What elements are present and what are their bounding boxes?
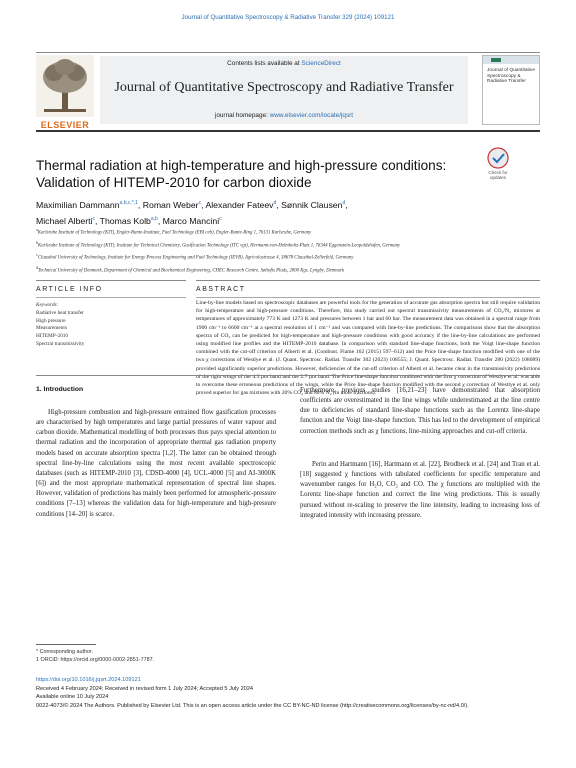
journal-homepage: journal homepage: www.elsevier.com/locate/jqsrt (214, 112, 354, 119)
affiliation (36, 239, 540, 252)
author-separator: , (95, 216, 100, 227)
received-dates: Received 4 February 2024; Received in revised form 1 July 2024; Accepted 5 July 2024 (36, 685, 254, 692)
author-name[interactable]: Marco Mancini (162, 216, 220, 227)
abstract-heading: ABSTRACT (196, 286, 246, 293)
abstract-end-rule (36, 375, 540, 376)
footnote-orcid[interactable]: 1 ORCiD: https://orcid.org/0000-0002-2851-7787. (36, 657, 155, 664)
keywords-label: Keywords: (36, 302, 59, 308)
keyword: Measurements (36, 325, 67, 332)
author-separator: , (201, 199, 206, 210)
introduction-paragraph: Perin and Hartmann [16], Hartmann et al. [22], Brodbeck et al. [24] and Tran et al. [18] suggested χ functions with tabulated coefficients for specific temperature and wavenumber ranges for H₂O, CO₂ and CO. The χ functions are multiplied with the Lorentz line-shape function and correct the line wing predictions. This is usually pursued without re-scaling to preserve the line intensity, leading to increasing loss of integrated intensity with increasing pressure. (300, 461, 540, 519)
affiliation-text: Karlsruhe Institute of Technology (KIT), Engler-Bunte-Institute, Fuel Technology (EBI ceb), Engler-Bunte-Ring 1, 76131 Karlsruhe, Germany (37, 230, 312, 236)
author-separator: , (137, 199, 143, 210)
author-list (36, 196, 536, 229)
author-separator: , (345, 199, 348, 210)
author-name[interactable]: Thomas Kolb (99, 216, 151, 227)
author-separator: , (276, 199, 282, 210)
author-affiliation-marker[interactable]: a,b,c,*,1 (119, 200, 138, 206)
contents-line: Contents lists available at ScienceDirect (227, 60, 341, 67)
online-date: Available online 10 July 2024 (36, 694, 109, 701)
introduction-heading: 1. Introduction (36, 386, 84, 393)
paper-title: Thermal radiation at high-temperature and high-pressure conditions: Validation of HITEMP-2010 for carbon dioxide (36, 158, 447, 190)
sciencedirect-link[interactable]: ScienceDirect (301, 60, 341, 67)
author-affiliation-marker[interactable]: c (198, 200, 202, 206)
keyword-list (36, 310, 186, 349)
info-sub-rule (36, 297, 186, 298)
affiliation-marker: c (36, 252, 38, 257)
author-affiliation-marker[interactable]: d (273, 200, 277, 206)
journal-title: Journal of Quantitative Spectroscopy and Radiative Transfer (114, 80, 454, 95)
check-for-updates-icon[interactable] (484, 146, 512, 182)
footnote-rule (36, 644, 96, 645)
keyword: High pressure (36, 317, 66, 324)
abstract-text: Line-by-line models based on spectroscopic databases are powerful tools for the generation of accurate gas absorption spectra but still require validation for high-temperature and high-pressure conditions. Therefore, this study carried out spectral transmissivity measurements of CO₂/N₂ mixtures at temperatures of approximately 773 K and 1273 K and pressures between 1 bar and 60 bar. The measurement data was obtained in a spectral range from 1900 cm⁻¹ to 6600 cm⁻¹ at a spectral resolution of 1 cm⁻¹ and was compared with line-by-line predictions. The comparisons show that the absorption spectra of CO₂ can be predicted for high-temperature and high-pressure conditions with good accuracy if the line-by-line calculations are performed using modified line profiles and the HITEMP-2010 database. In comparison with standard line-shape functions, both the Voigt line-shape function combined with the cut-off criterion of Alberti et al. (Combust. Flame 162 (2015) 597–612) and the Price line-shape function modified with one of the two χ corrections of Westlye et al. (J. Quant. Spectrosc. Radiat. Transfer 302 (2023) 108555; J. Quant. Spectrosc. Radiat. Transfer 280 (2022) 108089) provided significantly superior predictions. However, deficiencies of the cut-off criterion of Alberti et al. became clear in the transmissivity predictions of the right wings of the 4.3 μm band and the 2.7 μm band. The Price line-shape function combined with the first χ correction of Westlye et al. was able to overcome these erroneous predictions of the wings, while the Price line-shape function modified with the second χ correction of Westlye et al. only proved superior for gas mixtures with 20% CO₂ and 80% N₂ (in mole fractions). (196, 300, 540, 397)
affiliation-text: Clausthal University of Technology, Institute for Energy Process Engineering and Fuel Technology (IEVB), Agricolastrasse 4, 38678 Clausthal-Zellerfeld, Germany (37, 255, 354, 261)
author-affiliation-marker[interactable]: a,b (150, 216, 158, 223)
author-affiliation-marker[interactable]: c (219, 216, 222, 223)
abstract-sub-rule (196, 297, 540, 298)
publisher-logo-text: ELSEVIER (40, 120, 90, 130)
publication-info (36, 676, 540, 710)
affiliation-list (36, 226, 540, 276)
author-name[interactable]: Sønnik Clausen (281, 199, 343, 210)
introduction-paragraph: Furthermore, previous studies [16,21–23] have demonstrated that absorption coefficients are overestimated in the line wings while underestimated at the line centre due to deficiencies of standard line-shape functions such as the Lorentz line-shape function and the Voigt line-shape function. This has led to the development of empirical correction methods such as χ functions, line-mixing approaches and cut-off criteria. (300, 387, 540, 435)
svg-text:updates: updates (489, 175, 507, 180)
elsevier-tree-logo (36, 55, 94, 125)
header-top-rule (36, 52, 540, 53)
author-name[interactable]: Roman Weber (142, 199, 199, 210)
keyword: HITEMP-2010 (36, 333, 69, 340)
cover-logo-icon (491, 58, 501, 62)
article-info-heading: ARTICLE INFO (36, 286, 103, 293)
svg-text:Check for: Check for (488, 170, 508, 175)
affiliation (36, 264, 540, 277)
homepage-link[interactable]: www.elsevier.com/locate/jqsrt (269, 112, 354, 119)
affiliation-text: Technical University of Denmark, Department of Chemical and Biochemical Engineering, CHEC Research Centre, Søltofts Plads, 2800 Kgs. Lyngby, Denmark (38, 268, 345, 274)
affiliation-text: Karlsruhe Institute of Technology (KIT), Institute for Technical Chemistry, Gasification Technology (ITC vgt), Hermann-von-Helmholtz-Platz 1, 76344 Eggenstein-Leopoldshafen, Germany (38, 243, 401, 249)
affiliation-marker: b (36, 239, 38, 245)
header-bottom-rule (36, 130, 540, 132)
footnote-corresponding: * Corresponding author. (36, 649, 93, 655)
affiliation (36, 226, 540, 239)
license-text: 0022-4073/© 2024 The Authors. Published by Elsevier Ltd. This is an open access article under the CC BY-NC-ND license (http://creativecommons.org/licenses/by-nc-nd/4.0/). (36, 702, 469, 709)
footnotes (36, 648, 336, 664)
author-affiliation-marker[interactable]: c (92, 216, 95, 223)
info-rule (36, 280, 186, 281)
author-name[interactable]: Maximilian Dammann (36, 199, 120, 210)
keyword: Spectral transmissivity (36, 340, 85, 347)
author-name[interactable]: Alexander Fateev (205, 199, 274, 210)
cover-title: Journal of Quantitative Spectroscopy & Radiative Transfer (487, 68, 535, 85)
author-affiliation-marker[interactable]: d (342, 200, 346, 206)
affiliation (36, 251, 540, 264)
abstract-rule (196, 280, 540, 281)
author-separator: , (157, 216, 163, 227)
doi-link[interactable]: https://doi.org/10.1016/j.jqsrt.2024.109121 (36, 677, 141, 683)
journal-reference-link[interactable]: Journal of Quantitative Spectroscopy & Radiative Transfer 329 (2024) 109121 (181, 14, 395, 21)
affiliation-marker: d (36, 264, 38, 270)
journal-cover-thumbnail (482, 55, 540, 125)
introduction-paragraph: High-pressure combustion and high-pressure entrained flow gasification processes are characterised by high temperatures and large partial pressures of water vapour and carbon dioxide. Mathematical modelling of both processes thus pays special attention to thermal radiation and the incorporation of appropriate thermal gas radiation property models based on accurate absorption spectra [1,2]. The latter can be obtained through spectral line-by-line calculations using the most recent available spectroscopic databases (such as HITEMP-2010 [3], CDSD-4000 [4], UCL-4000 [5] and AI-3000K [6]) and the most appropriate mathematical representation of spectral line shapes. However, validation of predictions has mainly been performed for atmospheric-pressure conditions [7–13] whereas the validation data for high-temperature and high-pressure conditions [14–20] is scarce. (36, 409, 276, 518)
author-name[interactable]: Michael Alberti (36, 216, 93, 227)
keyword: Radiative heat transfer (36, 310, 84, 316)
affiliation-marker: a (36, 227, 38, 232)
